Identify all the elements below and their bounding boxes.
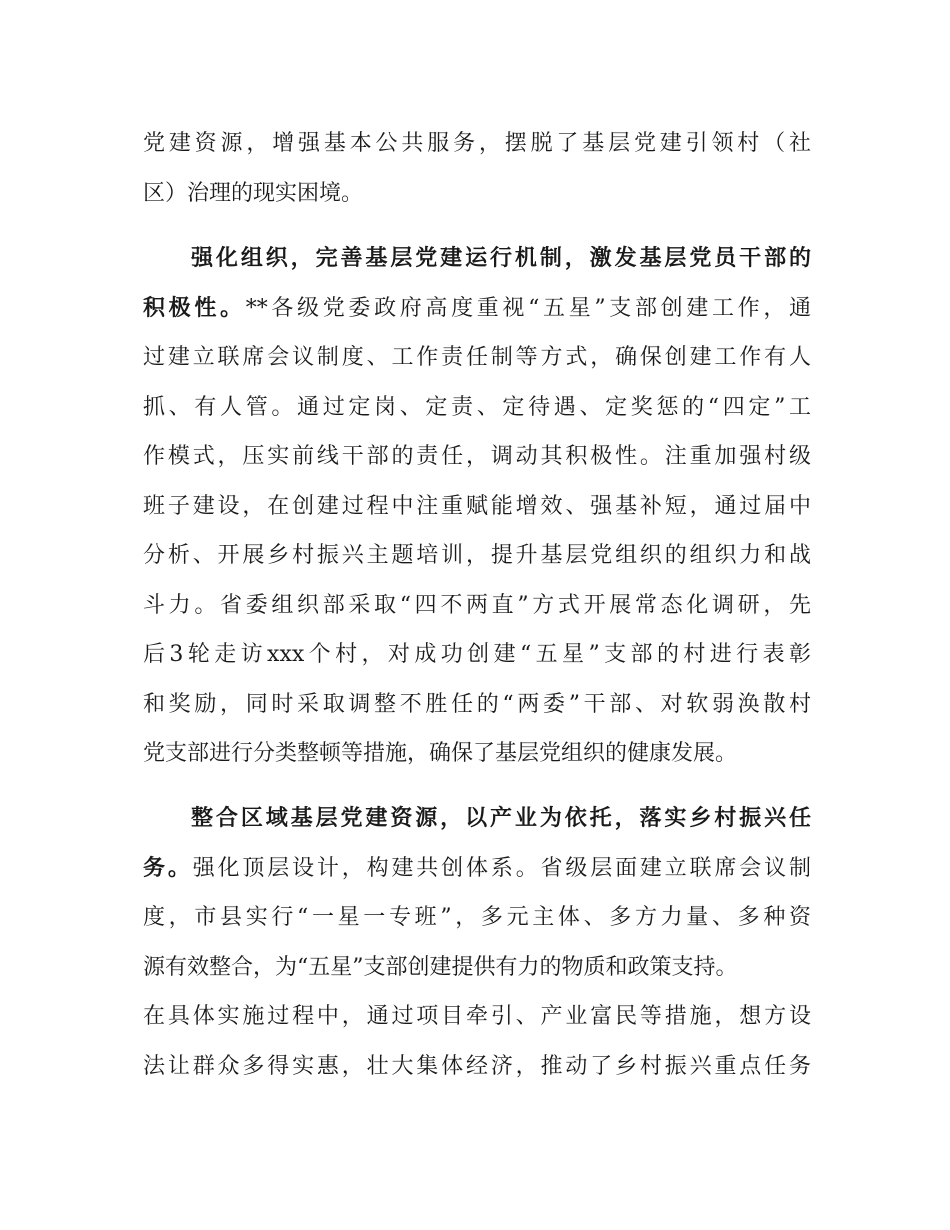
paragraph-text: **各级党委政府高度重视“五星”支部创建工作，通 — [245, 295, 811, 321]
paragraph-line: 和奖励，同时采取调整不胜任的“两委”干部、对软弱涣散村 — [143, 691, 811, 717]
paragraph-line: 后3轮走访xxx个村，对成功创建“五星”支部的村进行表彰 — [143, 642, 811, 667]
paragraph-line: 斗力。省委组织部采取“四不两直”方式开展常态化调研，先 — [143, 592, 811, 618]
paragraph-line — [143, 284, 811, 334]
paragraph-heading-end: 务。 — [143, 855, 193, 881]
paragraph-line: 过建立联席会议制度、工作责任制等方式，确保创建工作有人 — [143, 345, 811, 370]
paragraph-line: 党建资源，增强基本公共服务，摆脱了基层党建引领村（社 — [143, 131, 811, 156]
paragraph-organization — [143, 234, 811, 779]
paragraph-line: 作模式，压实前线干部的责任，调动其积极性。注重加强村级 — [143, 444, 811, 469]
paragraph-text: 强化顶层设计，构建共创体系。省级层面建立联席会议制 — [192, 855, 811, 881]
paragraph-line: 区）治理的现实困境。 — [143, 180, 364, 206]
paragraph-continuation — [143, 119, 811, 218]
paragraph-line: 班子建设，在创建过程中注重赋能增效、强基补短，通过届中 — [143, 493, 811, 519]
paragraph-heading-end: 积极性。 — [143, 295, 246, 321]
paragraph-heading-line: 强化组织，完善基层党建运行机制，激发基层党员干部的 — [191, 246, 811, 271]
paragraph-line: 党支部进行分类整顿等措施，确保了基层党组织的健康发展。 — [143, 741, 738, 766]
paragraph-resources — [143, 794, 811, 1091]
paragraph-line: 法让群众多得实惠，壮大集体经济，推动了乡村振兴重点任务 — [143, 1053, 811, 1079]
paragraph-heading-line: 整合区域基层党建资源，以产业为依托，落实乡村振兴任 — [191, 806, 811, 831]
paragraph-line — [143, 844, 811, 894]
paragraph-line: 源有效整合，为“五星”支部创建提供有力的物质和政策支持。 — [143, 954, 738, 980]
paragraph-line: 度，市县实行“一星一专班”，多元主体、多方力量、多种资 — [143, 905, 811, 930]
paragraph-line: 在具体实施过程中，通过项目牵引、产业富民等措施，想方设 — [143, 1004, 811, 1029]
paragraph-line: 分析、开展乡村振兴主题培训，提升基层党组织的组织力和战 — [143, 543, 811, 568]
paragraph-line: 抓、有人管。通过定岗、定责、定待遇、定奖惩的“四定”工 — [143, 394, 811, 420]
